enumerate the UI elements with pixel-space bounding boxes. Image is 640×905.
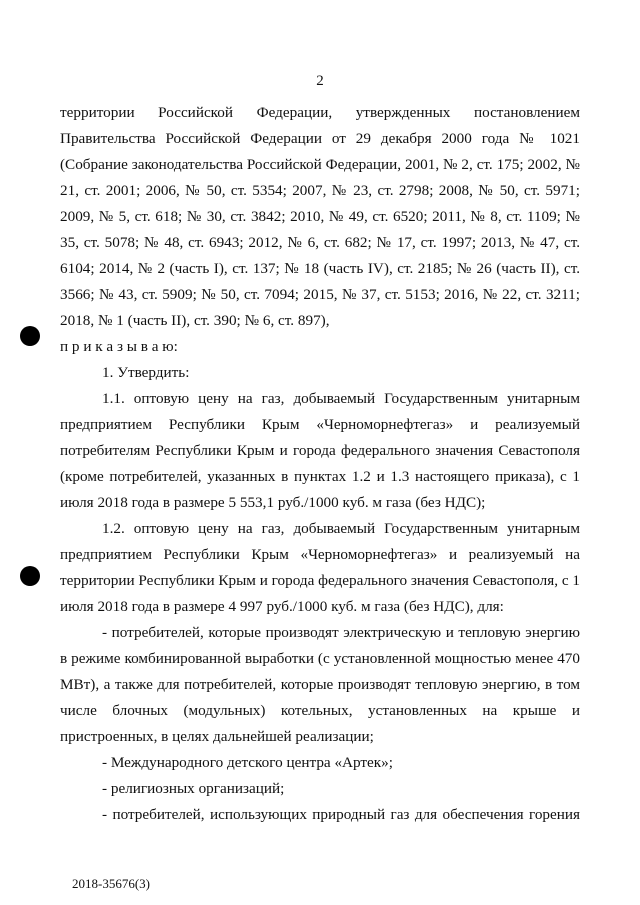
paragraph-natural-gas-consumers: - потребителей, использующих природный газ для обеспечения горения (102, 806, 580, 823)
page-number: 2 (316, 73, 324, 89)
paragraph-order-word: п р и к а з ы в а ю: (60, 338, 178, 355)
paragraph-consumers-energy: - потребителей, которые производят электрическую и тепловую энергию в режиме комбинированной выработки (с установленной мощностью менее 470 МВт), а также для потребителей, которые производят тепловую энергию, в том числе блочных (модульных) котельных, установленных на крыше и пристроенных, в целях дальнейшей реализации; (60, 624, 580, 745)
paragraph-artek: - Международного детского центра «Артек»; (102, 754, 393, 771)
paragraph-item-1-1: 1.1. оптовую цену на газ, добываемый Государственным унитарным предприятием Республики Крым «Черноморнефтегаз» и реализуемый потребителям Республики Крым и города федерального значения Севастополя (кроме потребителей, указанных в пунктах 1.2 и 1.3 настоящего приказа), с 1 июля 2018 года в размере 5 553,1 руб./1000 куб. м газа (без НДС); (60, 390, 580, 511)
paragraph-item-1-2: 1.2. оптовую цену на газ, добываемый Государственным унитарным предприятием Республики Крым «Черноморнефтегаз» и реализуемый на территории Республики Крым и города федерального значения Севастополя, с 1 июля 2018 года в размере 4 997 руб./1000 куб. м газа (без НДС), для: (60, 520, 580, 615)
document-code: 2018-35676(3) (72, 876, 150, 891)
paragraph-religious: - религиозных организаций; (102, 780, 285, 797)
punch-hole-mark (20, 566, 40, 586)
paragraph-approve: 1. Утвердить: (102, 364, 190, 381)
document-body (60, 100, 580, 828)
paragraph-legal-reference: территории Российской Федерации, утвержденных постановлением Правительства Российской Федерации от 29 декабря 2000 года № 1021 (Собрание законодательства Российской Федерации, 2001, № 2, ст. 175; 2002, № 21, ст. 2001; 2006, № 50, ст. 5354; 2007, № 23, ст. 2798; 2008, № 50, ст. 5971; 2009, № 5, ст. 618; № 30, ст. 3842; 2010, № 49, ст. 6520; 2011, № 8, ст. 1109; № 35, ст. 5078; № 48, ст. 6943; 2012, № 6, ст. 682; № 17, ст. 1997; 2013, № 47, ст. 6104; 2014, № 2 (часть I), ст. 137; № 18 (часть IV), ст. 2185; № 26 (часть II), ст. 3566; № 43, ст. 5909; № 50, ст. 7094; 2015, № 37, ст. 5153; 2016, № 22, ст. 3211; 2018, № 1 (часть II), ст. 390; № 6, ст. 897), (60, 104, 580, 329)
punch-hole-mark (20, 326, 40, 346)
